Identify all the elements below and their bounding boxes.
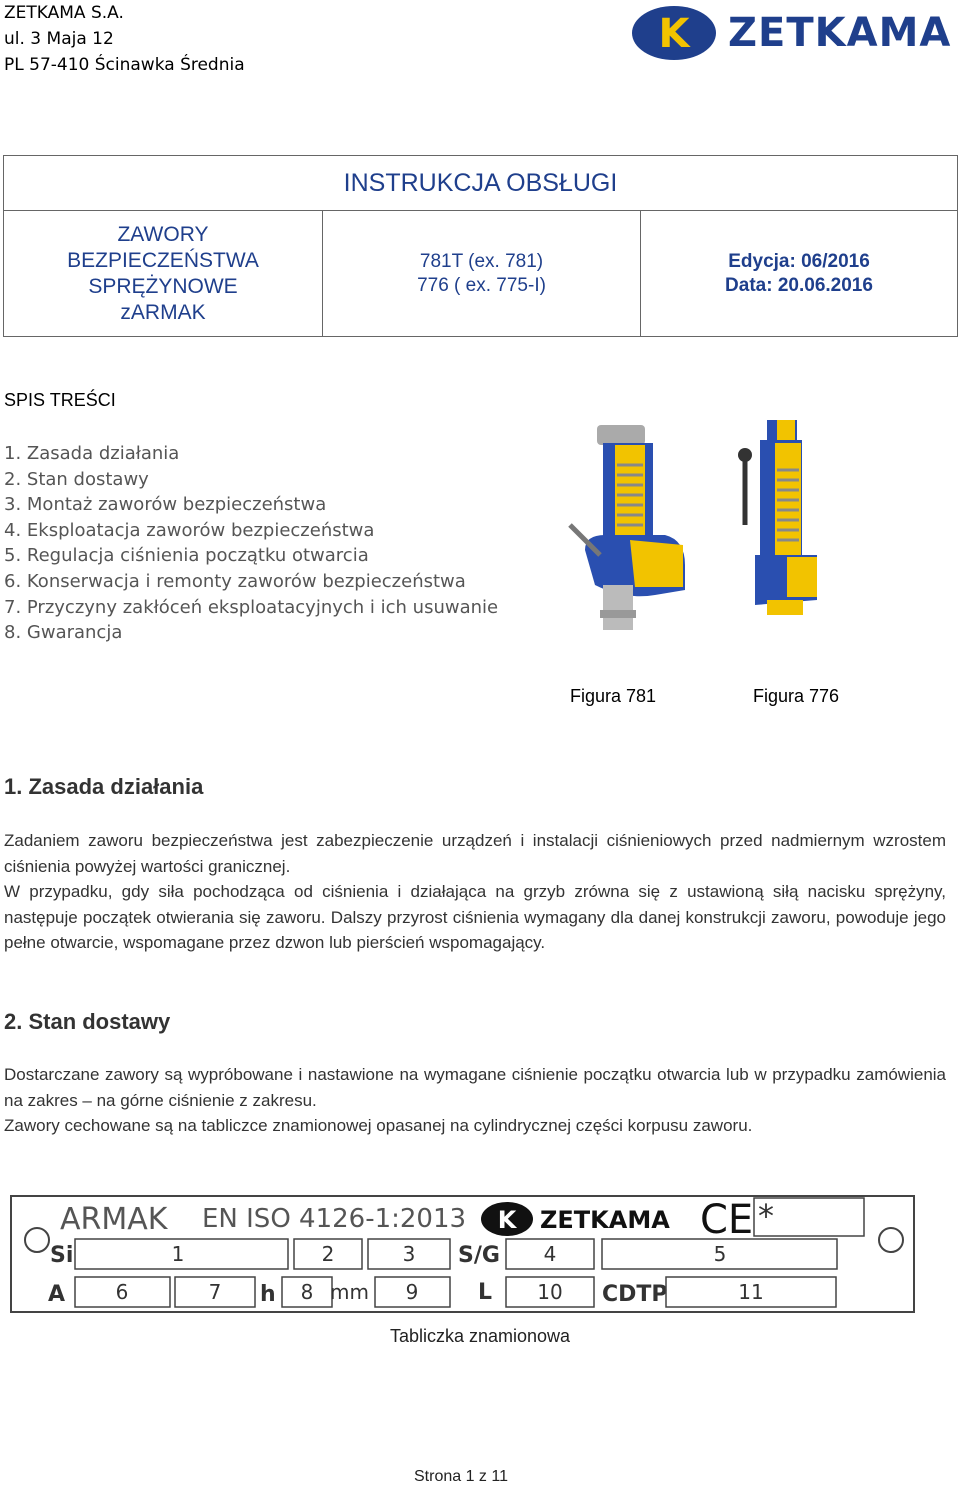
paragraph: Zadaniem zaworu bezpieczeństwa jest zabezpieczenie urządzeń i instalacji ciśnieniowych przed nadmiernym wzrostem ciśnienia powyżej wartości granicznej. (4, 831, 946, 876)
toc-item: 8. Gwarancja (4, 622, 123, 644)
field-10: 10 (537, 1280, 563, 1304)
plate-logo-text: ZETKAMA (540, 1206, 670, 1234)
field-7: 7 (208, 1280, 222, 1304)
toc-item: 4. Eksploatacja zaworów bezpieczeństwa (4, 519, 375, 541)
edition: Edycja: 06/2016 (728, 251, 870, 272)
page-number: Strona 1 z 11 (414, 1468, 508, 1485)
toc-item: 6. Konserwacja i remonty zaworów bezpieczeństwa (4, 570, 466, 592)
section-2-title: 2. Stan dostawy (4, 1009, 171, 1034)
document-title: INSTRUKCJA OBSŁUGI (4, 156, 957, 211)
valve-781-image (570, 425, 685, 630)
toc-item: 1. Zasada działania (4, 443, 180, 464)
document-header-table (3, 155, 958, 337)
section-1-body (4, 828, 946, 956)
label-sg: S/G (458, 1243, 500, 1268)
label-si: Si (50, 1243, 74, 1268)
company-address (4, 0, 245, 78)
plate-star: * (758, 1197, 774, 1235)
field-2: 2 (321, 1242, 335, 1266)
edition-cell (641, 211, 957, 337)
label-h: h (260, 1282, 276, 1307)
product-cell (4, 211, 323, 337)
field-8: 8 (300, 1280, 314, 1304)
paragraph: Zawory cechowane są na tabliczce znamionowej opasanej na cylindrycznej części korpusu zaworu. (4, 1116, 753, 1136)
ce-mark: CE (700, 1197, 754, 1243)
date: Data: 20.06.2016 (725, 275, 873, 296)
logo-letter: K (658, 11, 690, 57)
company-city: PL 57-410 Ścinawka Średnia (4, 55, 245, 75)
product-line: zARMAK (120, 301, 206, 324)
section-2-body (4, 1062, 946, 1139)
product-line: ZAWORY (117, 223, 209, 246)
figure-776-label: Figura 776 (753, 686, 840, 706)
label-a: A (48, 1282, 66, 1307)
label-l: L (478, 1280, 493, 1305)
product-line: BEZPIECZEŃSTWA (67, 249, 259, 272)
models-cell (323, 211, 641, 337)
model-line: 781T (ex. 781) (419, 251, 544, 272)
valve-illustrations (555, 415, 865, 655)
toc-item: 5. Regulacja ciśnienia początku otwarcia (4, 545, 369, 567)
company-name: ZETKAMA S.A. (4, 3, 124, 23)
valve-776-image (738, 420, 817, 615)
toc-item: 2. Stan dostawy (4, 468, 149, 490)
toc-heading: SPIS TREŚCI (4, 390, 116, 410)
section-1-title: 1. Zasada działania (4, 774, 204, 799)
toc-list (4, 441, 498, 646)
toc-item: 7. Przyczyny zakłóceń eksploatacyjnych i ich usuwanie (4, 596, 499, 618)
product-line: SPRĘŻYNOWE (88, 275, 238, 298)
nameplate-image (10, 1195, 915, 1313)
field-5: 5 (713, 1242, 727, 1266)
label-mm: mm (330, 1280, 369, 1304)
field-3: 3 (402, 1242, 416, 1266)
toc-item: 3. Montaż zaworów bezpieczeństwa (4, 494, 327, 516)
field-11: 11 (738, 1280, 764, 1304)
paragraph: W przypadku, gdy siła pochodząca od ciśnienia i działająca na grzyb zrówna się z ustawioną siłą nacisku sprężyny, następuje początek otwierania się zaworu. Dalszy przyrost ciśnienia wymagany dla danej konstrukcji zaworu, powoduje jego pełne otwarcie, wspomagane przez dzwon lub pierścień wspomagający. (4, 882, 946, 953)
field-1: 1 (171, 1242, 185, 1266)
figure-781-label: Figura 781 (570, 686, 657, 706)
nameplate-caption: Tabliczka znamionowa (389, 1326, 571, 1346)
field-6: 6 (115, 1280, 129, 1304)
plate-logo-letter: K (497, 1206, 517, 1234)
company-street: ul. 3 Maja 12 (4, 29, 114, 49)
label-cdtp: CDTP (602, 1282, 668, 1307)
field-9: 9 (405, 1280, 419, 1304)
field-4: 4 (543, 1242, 557, 1266)
model-line: 776 ( ex. 775-I) (417, 275, 546, 296)
plate-standard: EN ISO 4126-1:2013 (202, 1204, 467, 1234)
plate-brand: ARMAK (60, 1202, 168, 1237)
logo-text: ZETKAMA (728, 10, 952, 56)
paragraph: Dostarczane zawory są wypróbowane i nastawione na wymagane ciśnienie początku otwarcia lub w przypadku zamówienia na zakres – na górne ciśnienie z zakresu. (4, 1065, 946, 1110)
